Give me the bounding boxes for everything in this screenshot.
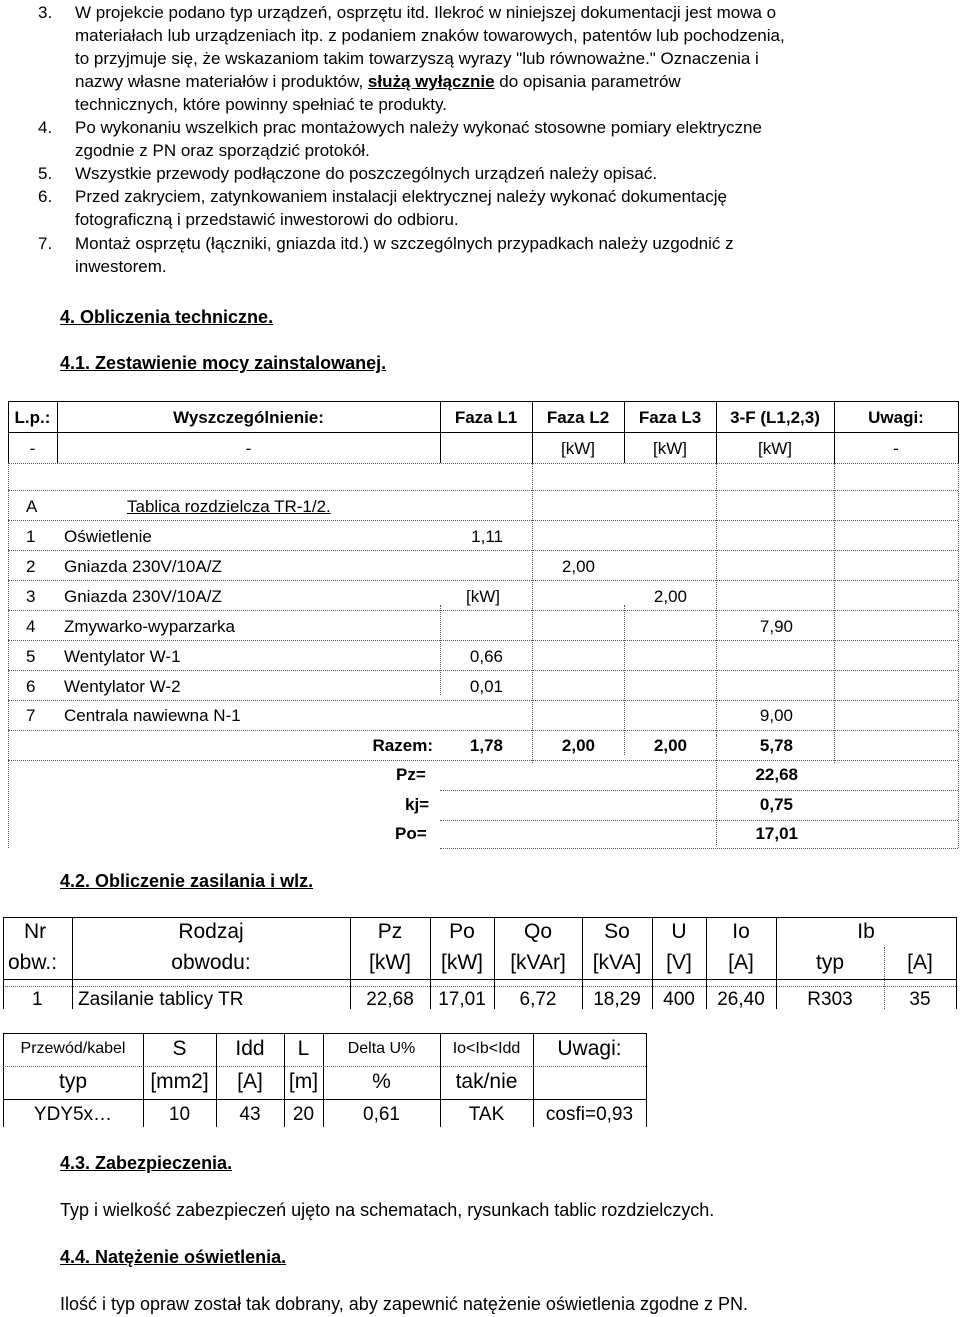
- table-border: [440, 820, 958, 821]
- list-text-line: fotograficzną i przedstawić inwestorowi do odbioru.: [75, 210, 459, 229]
- list-number: 7.: [38, 234, 53, 253]
- cell: 35: [909, 989, 931, 1010]
- column-header: Ib: [857, 920, 875, 943]
- list-text-line: Po wykonaniu wszelkich prac montażowych należy wykonać stosowne pomiary elektryczne: [75, 118, 762, 137]
- cell: 43: [239, 1104, 261, 1125]
- table-border: [958, 401, 959, 463]
- column-header: U: [671, 920, 687, 943]
- pz-label: Pz=: [396, 765, 426, 784]
- cell: 1: [32, 989, 43, 1010]
- table-border: [3, 917, 956, 918]
- column-header: Io<Ib<Idd: [452, 1040, 521, 1057]
- row-number: 2: [26, 557, 36, 576]
- board-name: Tablica rozdzielcza TR-1/2.: [127, 497, 331, 516]
- unit-label: [kW]: [466, 587, 500, 606]
- column-header: Delta U%: [347, 1040, 416, 1057]
- list-number: 6.: [38, 187, 53, 206]
- section-heading-4-3: 4.3. Zabezpieczenia.: [60, 1153, 233, 1173]
- row-name: Oświetlenie: [64, 527, 152, 546]
- column-subheader: obw.:: [8, 951, 58, 974]
- cell: 6,72: [519, 989, 557, 1010]
- value-l1: 1,11: [471, 527, 503, 546]
- list-text-line: materiałach lub urządzeniach itp. z podaniem znaków towarowych, patentów lub pochodzenia,: [75, 26, 785, 45]
- table-border: [624, 605, 625, 755]
- column-header: Nr: [24, 920, 47, 943]
- value-3f: 7,90: [759, 617, 793, 636]
- column-header: L: [297, 1037, 310, 1060]
- list-text-line: Montaż osprzętu (łączniki, gniazda itd.) w szczególnych przypadkach należy uzgodnić z: [75, 234, 734, 253]
- column-subheader: [A]: [237, 1070, 263, 1093]
- cell: 0,61: [363, 1104, 400, 1125]
- cell: 18,29: [593, 989, 641, 1010]
- column-subheader: [kVAr]: [510, 951, 566, 974]
- paragraph: Typ i wielkość zabezpieczeń ujęto na schematach, rysunkach tablic rozdzielczych.: [60, 1200, 715, 1220]
- column-subheader: [mm2]: [150, 1070, 209, 1093]
- column-header: So: [604, 920, 630, 943]
- row-number: 7: [26, 706, 36, 725]
- value-l2: 2,00: [561, 557, 595, 576]
- list-text-line: technicznych, które powinny spełniać te produkty.: [75, 95, 447, 114]
- unit-cell: [kW]: [758, 439, 792, 458]
- column-subheader: obwodu:: [171, 951, 251, 974]
- cell: 400: [663, 989, 695, 1010]
- column-subheader: [kW]: [441, 951, 483, 974]
- plain-text: do opisania parametrów: [494, 72, 681, 91]
- cell: 26,40: [717, 989, 765, 1010]
- table-border: [8, 463, 958, 464]
- cell: 20: [292, 1104, 315, 1125]
- pz-value: 22,68: [755, 765, 798, 784]
- table-border: [440, 848, 958, 849]
- list-number: 4.: [38, 118, 53, 137]
- po-label: Po=: [395, 824, 427, 843]
- list-number: 3.: [38, 3, 53, 22]
- row-number: 5: [26, 647, 36, 666]
- unit-cell: -: [29, 439, 36, 458]
- plain-text: nazwy własne materiałów i produktów,: [75, 72, 368, 91]
- column-subheader: typ: [58, 1070, 87, 1093]
- column-subheader: [A]: [907, 951, 933, 974]
- row-number: 4: [26, 617, 36, 636]
- table-border: [8, 490, 958, 491]
- list-text-line: W projekcie podano typ urządzeń, osprzętu itd. Ilekroć w niniejszej dokumentacji jest mowa o: [75, 3, 777, 22]
- column-header: Uwagi:: [868, 408, 924, 427]
- unit-cell: -: [893, 439, 899, 458]
- kj-label: kj=: [405, 795, 430, 814]
- unit-cell: [kW]: [561, 439, 595, 458]
- value-l1: 0,66: [469, 647, 503, 666]
- total-3f: 5,78: [759, 736, 793, 755]
- total-l2: 2,00: [561, 736, 595, 755]
- cell: TAK: [468, 1104, 505, 1125]
- list-text-line: Wszystkie przewody podłączone do poszczególnych urządzeń należy opisać.: [75, 164, 658, 183]
- row-name: Wentylator W-2: [64, 677, 181, 696]
- value-3f: 9,00: [759, 706, 793, 725]
- table-border: [8, 432, 958, 433]
- cell: 10: [168, 1104, 191, 1125]
- row-name: Gniazda 230V/10A/Z: [64, 557, 222, 576]
- column-header: Po: [449, 920, 475, 943]
- table-border: [8, 610, 958, 611]
- column-subheader: typ: [815, 951, 844, 974]
- list-text-line: to przyjmuje się, że wskazaniom takim towarzyszą wyrazy "lub równoważne." Oznaczenia i: [75, 49, 759, 68]
- section-heading-4: 4. Obliczenia techniczne.: [60, 307, 274, 327]
- column-subheader: tak/nie: [455, 1070, 518, 1093]
- table-border: [532, 463, 533, 763]
- value-l3: 2,00: [653, 587, 687, 606]
- column-subheader: [A]: [728, 951, 754, 974]
- table-border: [8, 670, 958, 671]
- list-text-line: Przed zakryciem, zatynkowaniem instalacji elektrycznej należy wykonać dokumentację: [75, 187, 727, 206]
- row-number: 1: [26, 527, 36, 546]
- table-border: [834, 463, 835, 763]
- column-header: L.p.:: [14, 408, 51, 427]
- paragraph: Ilość i typ opraw został tak dobrany, aby zapewnić natężenie oświetlenia zgodne z PN.: [60, 1294, 749, 1314]
- cell: YDY5x…: [33, 1104, 113, 1125]
- table-border: [3, 917, 4, 1009]
- list-text-line: zgodnie z PN oraz sporządzić protokół.: [75, 141, 370, 160]
- column-header: 3-F (L1,2,3): [730, 408, 820, 427]
- column-header: Io: [732, 920, 750, 943]
- section-heading-4-4: 4.4. Natężenie oświetlenia.: [60, 1247, 287, 1267]
- table-border: [8, 700, 958, 701]
- column-subheader: [kW]: [369, 951, 411, 974]
- row-name: Centrala nawiewna N-1: [64, 706, 241, 725]
- total-l1: 1,78: [469, 736, 503, 755]
- column-subheader: [kVA]: [592, 951, 642, 974]
- cell: Zasilanie tablicy TR: [78, 989, 244, 1010]
- kj-value: 0,75: [759, 795, 793, 814]
- table-border: [8, 401, 958, 402]
- column-header: Idd: [235, 1037, 265, 1060]
- table-border: [646, 1033, 647, 1127]
- column-header: Uwagi:: [557, 1037, 622, 1060]
- column-header: Qo: [523, 920, 552, 943]
- totals-label: Razem:: [372, 736, 433, 755]
- table-border: [958, 463, 959, 848]
- column-subheader: %: [372, 1070, 391, 1093]
- column-header: Faza L1: [454, 408, 518, 427]
- unit-cell: -: [245, 439, 252, 458]
- list-number: 5.: [38, 164, 53, 183]
- section-heading-4-1: 4.1. Zestawienie mocy zainstalowanej.: [60, 353, 387, 373]
- cell: cosfi=0,93: [545, 1104, 634, 1125]
- value-l1: 0,01: [469, 677, 503, 696]
- row-number: 3: [26, 587, 36, 606]
- table-border: [3, 1099, 646, 1100]
- list-text-line: inwestorem.: [75, 257, 167, 276]
- table-border: [3, 979, 956, 980]
- table-border: [8, 640, 958, 641]
- table-border: [8, 520, 958, 521]
- table-border: [3, 1033, 646, 1034]
- total-l3: 2,00: [653, 736, 687, 755]
- column-subheader: [V]: [666, 951, 692, 974]
- column-header: Rodzaj: [178, 920, 244, 943]
- column-header: Pz: [377, 920, 403, 943]
- cell: 17,01: [438, 989, 486, 1010]
- po-value: 17,01: [755, 824, 798, 843]
- cell: R303: [807, 989, 853, 1010]
- column-subheader: [m]: [288, 1070, 319, 1093]
- table-border: [956, 917, 957, 1009]
- list-text-line-emphasis: [75, 72, 681, 92]
- table-border: [3, 1066, 646, 1067]
- cell: 22,68: [366, 989, 414, 1010]
- table-border: [8, 730, 958, 731]
- column-header: S: [172, 1037, 187, 1060]
- row-name: Zmywarko-wyparzarka: [64, 617, 235, 636]
- column-header: Faza L2: [546, 408, 610, 427]
- table-border: [8, 760, 958, 761]
- table-border: [3, 986, 956, 987]
- section-heading-4-2: 4.2. Obliczenie zasilania i wlz.: [60, 871, 314, 891]
- board-letter: A: [26, 497, 38, 516]
- table-border: [8, 580, 958, 581]
- table-border: [440, 790, 958, 791]
- emphasis-text: służą wyłącznie: [367, 72, 495, 91]
- column-header: Wyszczególnienie:: [173, 408, 324, 427]
- row-number: 6: [26, 677, 36, 696]
- column-header: Faza L3: [638, 408, 702, 427]
- row-name: Wentylator W-1: [64, 647, 181, 666]
- column-header: Przewód/kabel: [20, 1040, 126, 1057]
- unit-cell: [kW]: [653, 439, 687, 458]
- row-name: Gniazda 230V/10A/Z: [64, 587, 222, 606]
- table-border: [8, 550, 958, 551]
